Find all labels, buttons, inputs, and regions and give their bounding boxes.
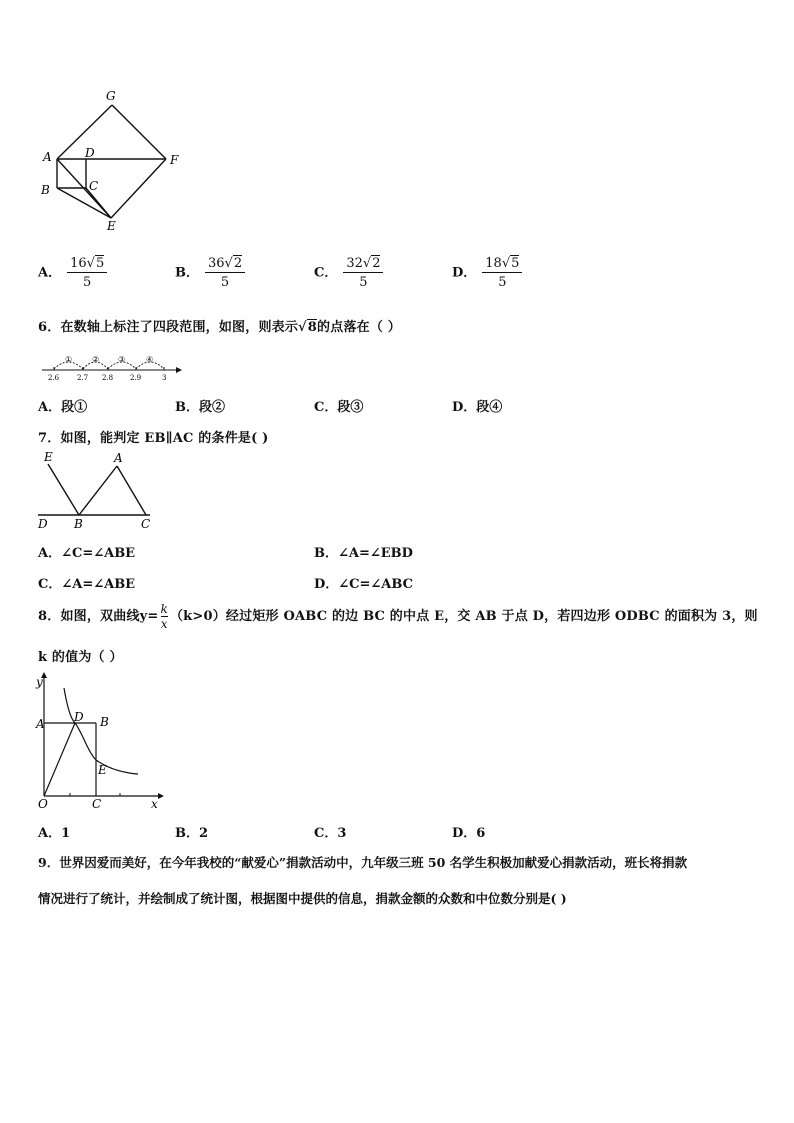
label-B: B bbox=[74, 517, 83, 531]
tick-label-2.7: 2.7 bbox=[77, 374, 89, 382]
q5-option-d[interactable]: D． $\frac{18√5}{5}$ bbox=[452, 256, 522, 290]
label-A: A bbox=[43, 150, 52, 164]
q5-option-a[interactable]: A． $\frac{16√5}{5}$ bbox=[38, 256, 107, 290]
segment-4-label: ④ bbox=[146, 355, 154, 364]
label-F: F bbox=[170, 153, 179, 167]
tick-label-2.6: 2.6 bbox=[48, 374, 60, 382]
q7-option-c[interactable]: C．∠A=∠ABE bbox=[38, 577, 136, 592]
hyperbola-curve bbox=[64, 688, 138, 774]
label-D: D bbox=[38, 517, 48, 531]
label-G: G bbox=[106, 89, 116, 103]
q8-option-a[interactable]: A．1 bbox=[38, 826, 71, 841]
label-B: B bbox=[100, 715, 109, 729]
q5-option-b-fraction: $\frac{36√2}{5}$ bbox=[205, 256, 245, 290]
segment-BE bbox=[57, 188, 111, 218]
q5-option-c-fraction: $\frac{32√2}{5}$ bbox=[343, 256, 383, 290]
segment-2-label: ② bbox=[92, 355, 100, 364]
q8-option-d[interactable]: D．6 bbox=[452, 826, 486, 841]
label-E: E bbox=[98, 763, 107, 777]
q7-stem: 7．如图，能判定 EB∥AC 的条件是( ) bbox=[38, 431, 269, 446]
k-over-x-fraction: $\frac{k}{x}$ bbox=[160, 602, 168, 631]
q6-option-a[interactable]: A．段① bbox=[38, 400, 88, 415]
q8-stem-line1: 8．如图，双曲线y= $\frac{k}{x}$ （k>0）经过矩形 OABC 的边 BC 的中点 E，交 AB 于点 D，若四边形 ODBC 的面积为 3，则 bbox=[38, 602, 758, 631]
label-E: E bbox=[44, 450, 53, 464]
q8-stem-line2: k 的值为（ ） bbox=[38, 650, 123, 665]
x-axis-arrow bbox=[158, 793, 164, 799]
q8-figure bbox=[30, 672, 170, 814]
label-E: E bbox=[107, 219, 116, 233]
q6-stem: 6．在数轴上标注了四段范围，如图，则表示√8的点落在（ ） bbox=[38, 320, 401, 335]
q9-stem-line1: 9．世界因爱而美好，在今年我校的“献爱心”捐款活动中，九年级三班 50 名学生积极加献爱心捐款活动，班长将捐款 bbox=[38, 855, 688, 870]
q5-figure bbox=[30, 85, 190, 235]
tick-label-3: 3 bbox=[162, 374, 167, 382]
label-C: C bbox=[141, 517, 151, 531]
q8-option-c[interactable]: C．3 bbox=[314, 826, 347, 841]
q7-figure bbox=[30, 448, 160, 533]
q6-option-b[interactable]: B．段② bbox=[175, 400, 225, 415]
q8-option-b[interactable]: B．2 bbox=[175, 826, 209, 841]
label-A: A bbox=[114, 451, 123, 465]
label-y: y bbox=[36, 675, 43, 689]
label-A: A bbox=[36, 717, 45, 731]
segment-OD bbox=[44, 723, 75, 796]
q5-option-a-fraction: $\frac{16√5}{5}$ bbox=[67, 256, 107, 290]
tick-label-2.8: 2.8 bbox=[102, 374, 114, 382]
tick-label-2.9: 2.9 bbox=[130, 374, 142, 382]
label-D: D bbox=[85, 146, 95, 160]
q7-option-d[interactable]: D．∠C=∠ABC bbox=[314, 577, 413, 592]
number-line-arrow bbox=[176, 367, 182, 373]
segment-1-label: ① bbox=[65, 355, 73, 364]
label-C: C bbox=[89, 179, 99, 193]
q6-number-line bbox=[38, 352, 188, 382]
segment-AC bbox=[117, 466, 146, 515]
label-B: B bbox=[41, 183, 50, 197]
q7-option-a[interactable]: A．∠C=∠ABE bbox=[38, 546, 136, 561]
q6-option-d[interactable]: D．段④ bbox=[452, 400, 503, 415]
segment-3-label: ③ bbox=[118, 355, 126, 364]
q6-option-c[interactable]: C．段③ bbox=[314, 400, 364, 415]
q5-option-b[interactable]: B． $\frac{36√2}{5}$ bbox=[175, 256, 245, 290]
label-D: D bbox=[74, 710, 84, 724]
segment-GF bbox=[112, 105, 166, 159]
q5-option-c[interactable]: C． $\frac{32√2}{5}$ bbox=[314, 256, 383, 290]
q7-option-b[interactable]: B．∠A=∠EBD bbox=[314, 546, 413, 561]
segment-FE bbox=[111, 159, 166, 218]
label-x: x bbox=[151, 797, 158, 811]
q5-option-d-fraction: $\frac{18√5}{5}$ bbox=[482, 256, 522, 290]
q9-stem-line2: 情况进行了统计，并绘制成了统计图，根据图中提供的信息，捐款金额的众数和中位数分别是( ) bbox=[38, 891, 567, 906]
label-C: C bbox=[92, 797, 102, 811]
segment-EB bbox=[48, 464, 79, 515]
label-O: O bbox=[38, 797, 48, 811]
segment-BA bbox=[79, 466, 117, 515]
